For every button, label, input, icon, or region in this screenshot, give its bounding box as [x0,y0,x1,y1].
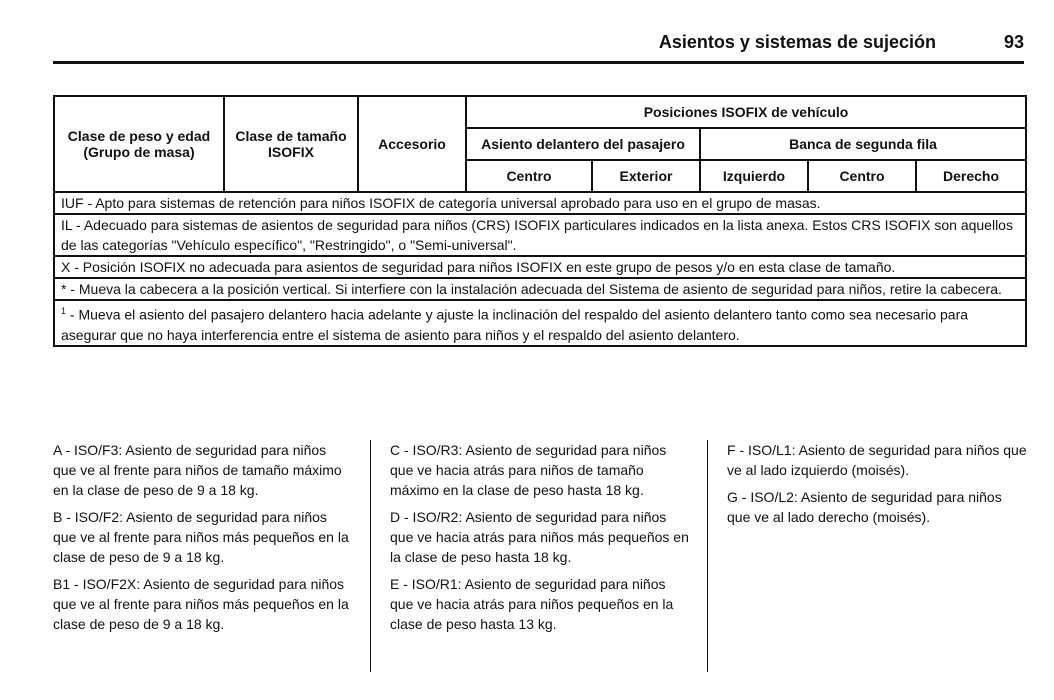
definition-iso-l2: G - ISO/L2: Asiento de seguridad para niños que ve al lado derecho (moisés). [727,489,1002,525]
column-divider [370,440,371,672]
isofix-table [53,95,1027,347]
definition-iso-l1: F - ISO/L1: Asiento de seguridad para niños que ve al lado izquierdo (moisés). [727,442,1027,478]
header-rule [53,61,1024,64]
header-front-center: Centro [466,160,592,192]
page-number: 93 [1003,32,1024,52]
definition-iso-f3: A - ISO/F3: Asiento de seguridad para niños que ve al frente para niños de tamaño máximo en la clase de peso de 9 a 18 kg. [53,442,342,498]
definitions-column-3 [727,440,1027,534]
header-front-passenger: Asiento delantero del pasajero [466,128,700,160]
definition-iso-r3: C - ISO/R3: Asiento de seguridad para niños que ve hacia atrás para niños de tamaño máximo en la clase de peso hasta 18 kg. [390,442,667,498]
header-weight-class: Clase de peso y edad (Grupo de masa) [54,96,224,192]
header-second-row: Banca de segunda fila [700,128,1026,160]
note-footnote-1 [54,300,1026,346]
header-accessory: Accesorio [358,96,466,192]
header-size-class: Clase de tamaño ISOFIX [224,96,358,192]
note-headrest: * - Mueva la cabecera a la posición vertical. Si interfiere con la instalación adecuada del Sistema de asiento de seguridad para niños, retire la cabecera. [54,278,1026,300]
column-divider [707,440,708,672]
header-front-exterior: Exterior [592,160,700,192]
note-il: IL - Adecuado para sistemas de asientos de seguridad para niños (CRS) ISOFIX particulares indicados en la lista anexa. Estos CRS ISOFIX son aquellos de las categorías "Vehículo específico", "Restringido", o "Semi-universal". [54,214,1026,256]
footnote-text: - Mueva el asiento del pasajero delantero hacia adelante y ajuste la inclinación del respaldo del asiento delantero tanto como sea necesario para asegurar que no haya interferencia entre el sistema de asiento para niños y el respaldo del asiento delantero. [61,306,969,343]
definition-iso-f2: B - ISO/F2: Asiento de seguridad para niños que ve al frente para niños más pequeños en la clase de peso de 9 a 18 kg. [53,509,349,565]
definition-iso-r1: E - ISO/R1: Asiento de seguridad para niños que ve hacia atrás para niños pequeños en la clase de peso hasta 13 kg. [390,576,674,632]
footnote-marker: 1 [61,306,67,316]
header-isofix-positions: Posiciones ISOFIX de vehículo [466,96,1026,128]
definitions-column-1 [53,440,353,641]
page-header [53,30,1024,62]
definitions-column-2 [390,440,690,641]
note-iuf: IUF - Apto para sistemas de retención para niños ISOFIX de categoría universal aprobado para uso en el grupo de masas. [54,192,1026,214]
header-rear-center: Centro [808,160,916,192]
header-rear-left: Izquierdo [700,160,808,192]
definition-iso-r2: D - ISO/R2: Asiento de seguridad para niños que ve hacia atrás para niños más pequeños en la clase de peso hasta 18 kg. [390,509,689,565]
definition-iso-f2x: B1 - ISO/F2X: Asiento de seguridad para niños que ve al frente para niños más pequeños en la clase de peso de 9 a 18 kg. [53,576,349,632]
header-rear-right: Derecho [916,160,1026,192]
note-x: X - Posición ISOFIX no adecuada para asientos de seguridad para niños ISOFIX en este grupo de pesos y/o en esta clase de tamaño. [54,256,1026,278]
section-title: Asientos y sistemas de sujeción [658,32,936,52]
